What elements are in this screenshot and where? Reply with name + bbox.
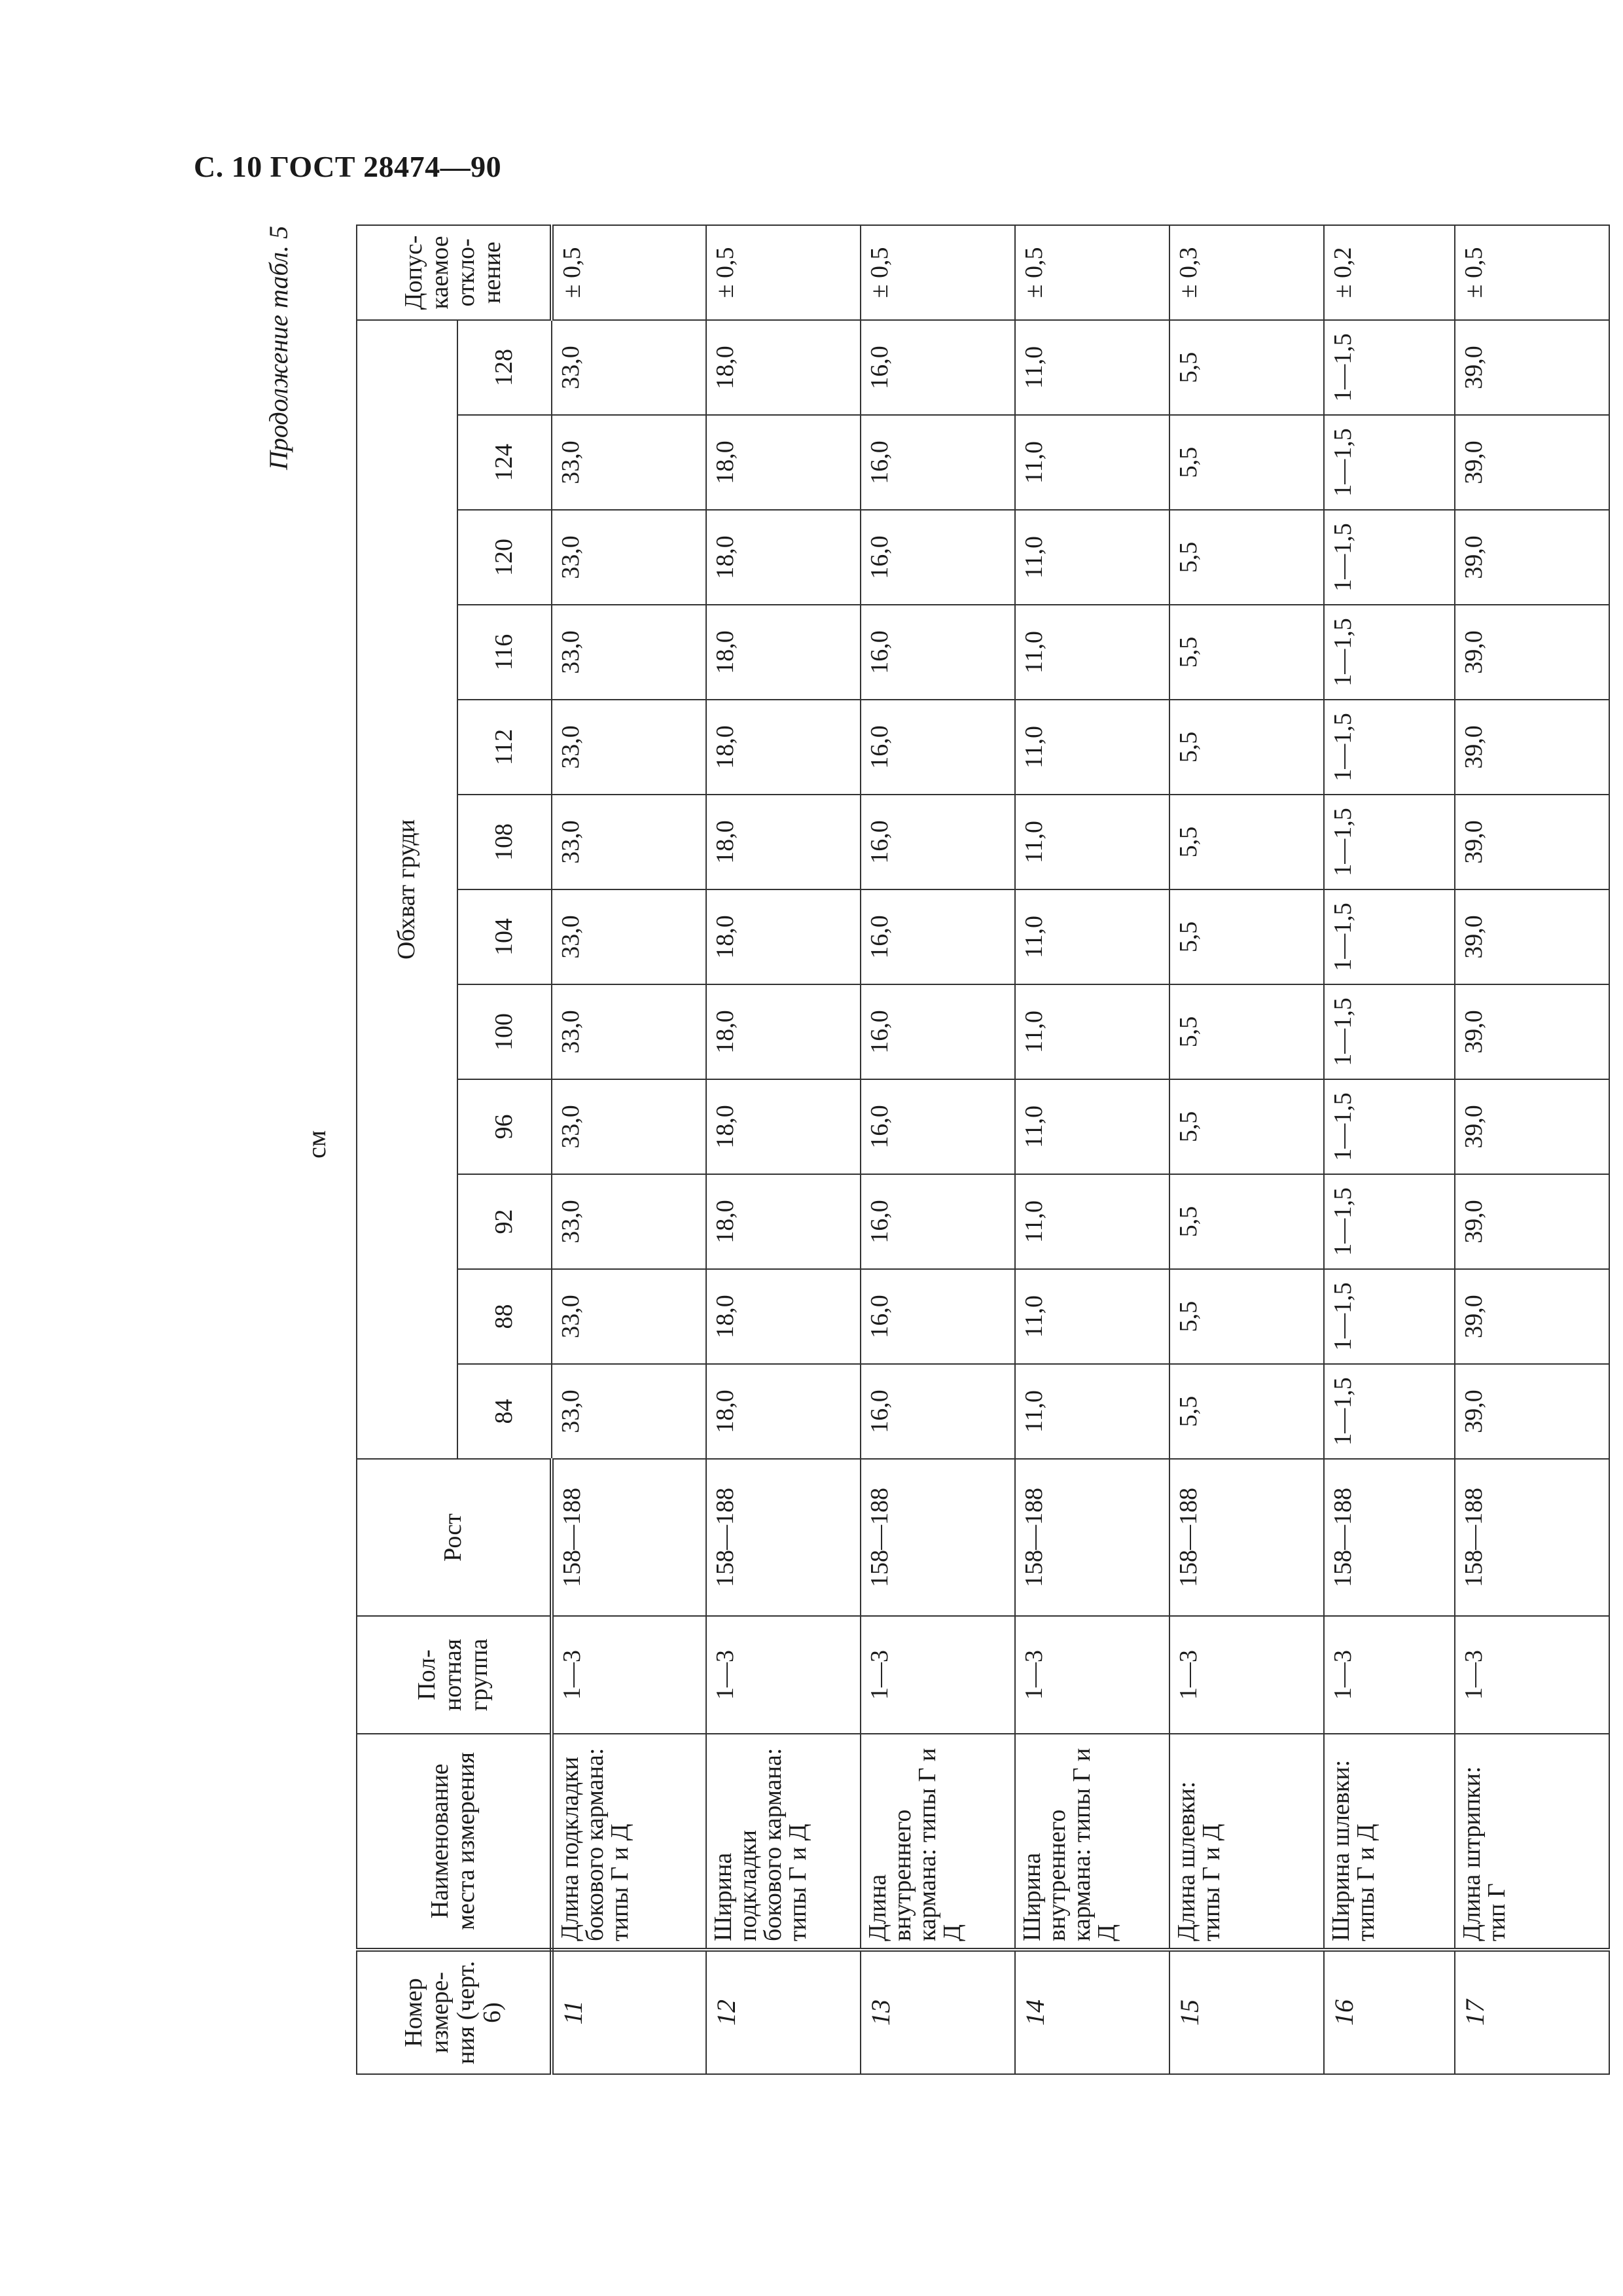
size-value: 16,0 bbox=[861, 889, 1015, 984]
size-value: 16,0 bbox=[861, 605, 1015, 700]
size-value: 5,5 bbox=[1169, 320, 1324, 415]
col-header-name: Наименование места измерения bbox=[357, 1734, 552, 1950]
tolerance-value: ± 0,5 bbox=[552, 225, 706, 320]
size-value: 1—1,5 bbox=[1324, 320, 1455, 415]
size-value: 5,5 bbox=[1169, 510, 1324, 605]
table-row bbox=[1169, 225, 1324, 2074]
size-value: 11,0 bbox=[1015, 510, 1169, 605]
size-value: 5,5 bbox=[1169, 415, 1324, 510]
size-value: 33,0 bbox=[552, 1269, 706, 1364]
size-value: 1—1,5 bbox=[1324, 415, 1455, 510]
size-value: 11,0 bbox=[1015, 1364, 1169, 1459]
size-value: 1—1,5 bbox=[1324, 510, 1455, 605]
size-value: 18,0 bbox=[706, 700, 861, 795]
size-value: 11,0 bbox=[1015, 1269, 1169, 1364]
size-value: 1—1,5 bbox=[1324, 984, 1455, 1079]
size-value: 11,0 bbox=[1015, 605, 1169, 700]
col-header-num: Номер измере- ния (черт. 6) bbox=[357, 1950, 552, 2074]
size-value: 39,0 bbox=[1455, 700, 1609, 795]
size-value: 5,5 bbox=[1169, 1079, 1324, 1174]
size-value: 16,0 bbox=[861, 1364, 1015, 1459]
measure-name: Длина штрипки: тип Г bbox=[1455, 1734, 1609, 1950]
height-range: 158—188 bbox=[552, 1459, 706, 1616]
size-value: 39,0 bbox=[1455, 510, 1609, 605]
size-header-88: 88 bbox=[457, 1269, 552, 1364]
col-header-chest: Обхват груди bbox=[357, 320, 457, 1459]
size-value: 39,0 bbox=[1455, 889, 1609, 984]
table-row bbox=[1324, 225, 1455, 2074]
size-value: 16,0 bbox=[861, 1174, 1015, 1269]
size-value: 11,0 bbox=[1015, 415, 1169, 510]
size-value: 11,0 bbox=[1015, 1174, 1169, 1269]
size-value: 18,0 bbox=[706, 795, 861, 889]
fullness-group: 1—3 bbox=[1324, 1616, 1455, 1734]
size-value: 5,5 bbox=[1169, 984, 1324, 1079]
measure-name: Длина внутреннего кармана: типы Г и Д bbox=[861, 1734, 1015, 1950]
size-value: 5,5 bbox=[1169, 1364, 1324, 1459]
measure-number: 11 bbox=[552, 1950, 706, 2074]
measure-name: Длина подкладки бокового кармана: типы Г и Д bbox=[552, 1734, 706, 1950]
height-range: 158—188 bbox=[1455, 1459, 1609, 1616]
size-value: 18,0 bbox=[706, 984, 861, 1079]
tolerance-value: ± 0,3 bbox=[1169, 225, 1324, 320]
size-value: 1—1,5 bbox=[1324, 1269, 1455, 1364]
size-header-108: 108 bbox=[457, 795, 552, 889]
size-value: 1—1,5 bbox=[1324, 1174, 1455, 1269]
height-range: 158—188 bbox=[1015, 1459, 1169, 1616]
height-range: 158—188 bbox=[1169, 1459, 1324, 1616]
measure-number: 17 bbox=[1455, 1950, 1609, 2074]
size-value: 18,0 bbox=[706, 1364, 861, 1459]
height-range: 158—188 bbox=[861, 1459, 1015, 1616]
table-caption: Продолжение табл. 5 bbox=[264, 226, 293, 471]
units-label: см bbox=[302, 1130, 331, 1158]
size-value: 33,0 bbox=[552, 510, 706, 605]
size-value: 11,0 bbox=[1015, 1079, 1169, 1174]
size-value: 16,0 bbox=[861, 1079, 1015, 1174]
col-header-group: Пол- нотная группа bbox=[357, 1616, 552, 1734]
measure-number: 14 bbox=[1015, 1950, 1169, 2074]
tolerance-value: ± 0,5 bbox=[861, 225, 1015, 320]
size-value: 1—1,5 bbox=[1324, 889, 1455, 984]
fullness-group: 1—3 bbox=[1169, 1616, 1324, 1734]
measure-name: Длина шлевки: типы Г и Д bbox=[1169, 1734, 1324, 1950]
size-value: 18,0 bbox=[706, 415, 861, 510]
measure-name: Ширина внутреннего кармана: типы Г и Д bbox=[1015, 1734, 1169, 1950]
size-value: 1—1,5 bbox=[1324, 605, 1455, 700]
size-value: 33,0 bbox=[552, 320, 706, 415]
table-row bbox=[1015, 225, 1169, 2074]
size-header-92: 92 bbox=[457, 1174, 552, 1269]
size-value: 1—1,5 bbox=[1324, 1364, 1455, 1459]
table-row bbox=[552, 225, 706, 2074]
table-body bbox=[552, 225, 1609, 2074]
size-value: 16,0 bbox=[861, 510, 1015, 605]
tolerance-value: ± 0,2 bbox=[1324, 225, 1455, 320]
fullness-group: 1—3 bbox=[1015, 1616, 1169, 1734]
size-header-120: 120 bbox=[457, 510, 552, 605]
size-value: 39,0 bbox=[1455, 415, 1609, 510]
size-value: 16,0 bbox=[861, 700, 1015, 795]
rotated-table-area bbox=[263, 226, 1510, 2075]
fullness-group: 1—3 bbox=[706, 1616, 861, 1734]
size-value: 11,0 bbox=[1015, 700, 1169, 795]
size-value: 11,0 bbox=[1015, 320, 1169, 415]
table-row bbox=[1455, 225, 1609, 2074]
table-row bbox=[706, 225, 861, 2074]
measure-number: 13 bbox=[861, 1950, 1015, 2074]
size-value: 39,0 bbox=[1455, 984, 1609, 1079]
size-value: 33,0 bbox=[552, 415, 706, 510]
measure-number: 12 bbox=[706, 1950, 861, 2074]
size-value: 33,0 bbox=[552, 795, 706, 889]
height-range: 158—188 bbox=[1324, 1459, 1455, 1616]
size-value: 39,0 bbox=[1455, 1269, 1609, 1364]
size-value: 18,0 bbox=[706, 889, 861, 984]
size-value: 1—1,5 bbox=[1324, 1079, 1455, 1174]
fullness-group: 1—3 bbox=[861, 1616, 1015, 1734]
col-header-height: Рост bbox=[357, 1459, 552, 1616]
size-value: 18,0 bbox=[706, 1079, 861, 1174]
size-value: 18,0 bbox=[706, 320, 861, 415]
size-value: 16,0 bbox=[861, 320, 1015, 415]
size-value: 39,0 bbox=[1455, 605, 1609, 700]
col-header-tolerance: Допус- каемое откло- нение bbox=[357, 225, 552, 320]
size-value: 5,5 bbox=[1169, 795, 1324, 889]
fullness-group: 1—3 bbox=[552, 1616, 706, 1734]
size-value: 39,0 bbox=[1455, 320, 1609, 415]
size-value: 33,0 bbox=[552, 1364, 706, 1459]
size-value: 18,0 bbox=[706, 1174, 861, 1269]
size-value: 33,0 bbox=[552, 700, 706, 795]
fullness-group: 1—3 bbox=[1455, 1616, 1609, 1734]
size-header-112: 112 bbox=[457, 700, 552, 795]
size-header-124: 124 bbox=[457, 415, 552, 510]
size-value: 5,5 bbox=[1169, 700, 1324, 795]
size-value: 18,0 bbox=[706, 1269, 861, 1364]
size-value: 33,0 bbox=[552, 1079, 706, 1174]
size-value: 33,0 bbox=[552, 605, 706, 700]
size-value: 16,0 bbox=[861, 984, 1015, 1079]
size-value: 18,0 bbox=[706, 605, 861, 700]
table-row bbox=[861, 225, 1015, 2074]
size-value: 5,5 bbox=[1169, 605, 1324, 700]
size-value: 33,0 bbox=[552, 889, 706, 984]
size-value: 5,5 bbox=[1169, 889, 1324, 984]
size-table bbox=[356, 224, 1610, 2075]
page-header: С. 10 ГОСТ 28474—90 bbox=[194, 150, 502, 183]
size-value: 11,0 bbox=[1015, 889, 1169, 984]
size-value: 5,5 bbox=[1169, 1269, 1324, 1364]
measure-number: 15 bbox=[1169, 1950, 1324, 2074]
measure-name: Ширина шлевки: типы Г и Д bbox=[1324, 1734, 1455, 1950]
size-value: 1—1,5 bbox=[1324, 795, 1455, 889]
size-value: 39,0 bbox=[1455, 1174, 1609, 1269]
tolerance-value: ± 0,5 bbox=[706, 225, 861, 320]
size-value: 5,5 bbox=[1169, 1174, 1324, 1269]
size-value: 11,0 bbox=[1015, 795, 1169, 889]
size-value: 11,0 bbox=[1015, 984, 1169, 1079]
header-row-1 bbox=[357, 225, 457, 2074]
size-header-96: 96 bbox=[457, 1079, 552, 1174]
size-value: 39,0 bbox=[1455, 1364, 1609, 1459]
size-header-116: 116 bbox=[457, 605, 552, 700]
size-header-100: 100 bbox=[457, 984, 552, 1079]
measure-name: Ширина подкладки бокового кармана: типы Г и Д bbox=[706, 1734, 861, 1950]
height-range: 158—188 bbox=[706, 1459, 861, 1616]
size-value: 39,0 bbox=[1455, 795, 1609, 889]
size-value: 18,0 bbox=[706, 510, 861, 605]
measure-number: 16 bbox=[1324, 1950, 1455, 2074]
tolerance-value: ± 0,5 bbox=[1455, 225, 1609, 320]
size-header-84: 84 bbox=[457, 1364, 552, 1459]
size-header-104: 104 bbox=[457, 889, 552, 984]
size-header-128: 128 bbox=[457, 320, 552, 415]
size-value: 16,0 bbox=[861, 415, 1015, 510]
size-value: 16,0 bbox=[861, 795, 1015, 889]
size-value: 1—1,5 bbox=[1324, 700, 1455, 795]
size-value: 33,0 bbox=[552, 1174, 706, 1269]
size-value: 39,0 bbox=[1455, 1079, 1609, 1174]
size-value: 33,0 bbox=[552, 984, 706, 1079]
size-value: 16,0 bbox=[861, 1269, 1015, 1364]
tolerance-value: ± 0,5 bbox=[1015, 225, 1169, 320]
